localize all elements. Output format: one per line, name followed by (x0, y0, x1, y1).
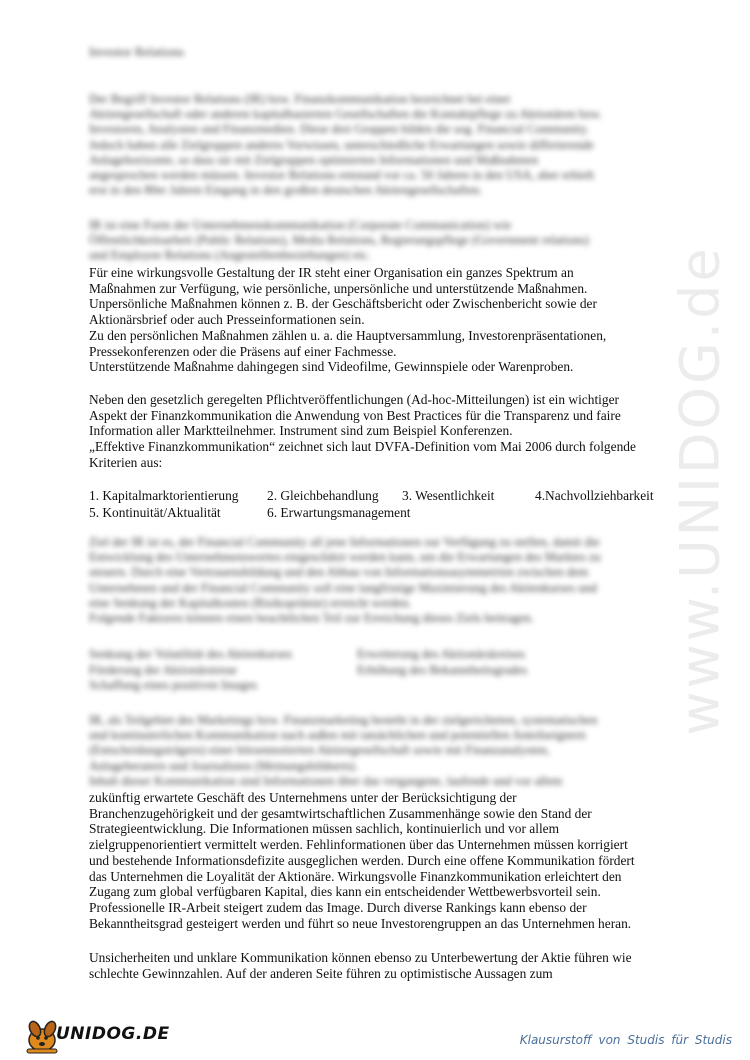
paragraph-communication-content (89, 790, 689, 931)
text-line: Kriterien aus: (89, 454, 163, 470)
text-line: Unternehmen und der Financial Community soll eine langfristige Maximierung des Aktienkurses und (89, 580, 597, 595)
text-line: Aktiengesellschaft oder anderen kapitalbasierten Gesellschaften die Kontaktpflege zu Aktionären bzw. (89, 107, 602, 122)
text-line: Für eine wirkungsvolle Gestaltung der IR steht einer Organisation ein ganzes Spektrum an (89, 265, 574, 280)
blurred-paragraph-goal (89, 535, 664, 626)
paragraph-uncertainty (89, 950, 689, 981)
text-line: Zu den persönlichen Maßnahmen zählen u. a. die Hauptversammlung, Investorenpräsentationen, (89, 327, 607, 343)
text-line: Neben den gesetzlich geregelten Pflichtveröffentlichungen (Ad-hoc-Mitteilungen) ist ein wichtiger (89, 392, 619, 407)
factor-item: Förderung der Aktionärstreue (89, 662, 237, 677)
watermark-text: www.UNIDOG.de (668, 244, 732, 736)
factor-item: Erweiterung des Aktionärskreises (357, 647, 526, 661)
blurred-paragraph-definition (89, 218, 664, 264)
text-line: zielgruppenorientiert vermittelt werden. Fehlinformationen über das Unternehmen müssen korrigiert (89, 837, 628, 853)
text-line: (Entscheidungsträgern) einer börsennotierten Aktiengesellschaft sowie mit Finanzanalysten, (89, 743, 550, 758)
criteria-item: 4.Nachvollziehbarkeit (535, 488, 654, 503)
blurred-paragraph-marketing (89, 713, 664, 789)
text-line: Anlageberatern und Journalisten (Meinungsbildnern). (89, 758, 358, 773)
text-line: Unpersönliche Maßnahmen können z. B. der Geschäftsbericht oder Zwischenbericht sowie der (89, 296, 597, 312)
logo-text: UNIDOG.DE (56, 1024, 170, 1044)
text-line: das Unternehmen die Loyalität der Aktionäre. Wirkungsvolle Finanzkommunikation erleichtert den (89, 868, 622, 884)
factor-item: Erhöhung des Bekanntheitsgrades (357, 662, 528, 677)
text-line: Jedoch haben alle Zielgruppen anderes Vorwissen, unterschiedliche Erwartungen sowie differierende (89, 137, 594, 152)
text-line: Folgende Faktoren können einen beachtlichen Teil zur Erreichung dieses Ziels beitragen. (89, 611, 534, 626)
text-line: Öffentlichkeitsarbeit (Public Relations), Media Relations, Regierungspflege (Government relations) (89, 233, 589, 248)
text-line: Investoren, Analysten und Finanzmedien. Diese drei Gruppen bilden die sog. Financial Community. (89, 122, 590, 137)
text-line: Professionelle IR-Arbeit steigert zudem das Image. Durch diverse Rankings kann ebenso der (89, 899, 587, 915)
text-line: Maßnahmen zur Verfügung, wie persönliche, unpersönliche und unterstützende Maßnahmen. (89, 280, 588, 296)
footer-tagline: Klausurstoff von Studis für Studis (519, 1033, 732, 1047)
section-heading: Investor Relations (89, 44, 184, 59)
text-line: Aspekt der Finanzkommunikation die Anwendung von Best Practices für die Transparenz und faire (89, 407, 621, 423)
text-line: Zugang zum global verfügbaren Kapital, dies kann ein entscheidender Wettbewerbsvorteil sein. (89, 884, 601, 900)
text-line: Strategieentwicklung. Die Informationen müssen sachlich, kontinuierlich und vor allem (89, 821, 560, 837)
unidog-logo (22, 1015, 170, 1055)
text-line: Information aller Marktteilnehmer. Instrument sind zum Beispiel Konferenzen. (89, 423, 513, 439)
text-line: zukünftig erwartete Geschäft des Unternehmens unter der Berücksichtigung der (89, 790, 517, 805)
text-line: und kontinuierlichen Kommunikation nach außen mit tatsächlichen und potentiellen Anteilseignern (89, 728, 586, 743)
criteria-item: 3. Wesentlichkeit (402, 488, 495, 503)
text-line: Anlagehorizonte, so dass sie mit Zielgruppen optimierten Informationen und Maßnahmen (89, 152, 539, 167)
text-line: Bekanntheitsgrad gesteigert werden und führt so neue Investorengruppen an das Unternehmen heran. (89, 915, 632, 931)
criteria-item: 1. Kapitalmarktorientierung (89, 488, 239, 503)
criteria-item: 2. Gleichbehandlung (267, 488, 379, 503)
text-line: Ziel der IR ist es, der Financial Community all jene Informationen zur Verfügung zu stellen, damit die (89, 535, 600, 549)
text-line: erst in den 80er Jahren Eingang in den großen deutschen Aktiengesellschaften. (89, 183, 483, 198)
text-line: Der Begriff Investor Relations (IR) bzw. Finanzkommunikation bezeichnet bei einer (89, 92, 511, 106)
text-line: Unterstützende Maßnahme dahingegen sind Videofilme, Gewinnspiele oder Warenproben. (89, 359, 574, 375)
text-line: angesprochen werden müssen. Investor Relations entstand vor ca. 50 Jahren in den USA, aber erhielt (89, 168, 595, 183)
criteria-item: 6. Erwartungsmanagement (267, 505, 411, 520)
text-line: IR ist eine Form der Unternehmenskommunikation (Corporate Communication) wie (89, 218, 512, 232)
factor-item: Schaffung eines positiven Images (89, 678, 258, 692)
text-line: Pressekonferenzen oder die Präsens auf einer Fachmesse. (89, 343, 397, 359)
text-line: IR, als Teilgebiet des Marketings bzw. Finanzmarketing besteht in der zielgerichteten, systematischen (89, 713, 598, 727)
paragraph-best-practices (89, 392, 689, 471)
text-line: Aktionärsbrief oder auch Presseinformationen sein. (89, 312, 365, 328)
text-line: Entwicklung des Unternehmenswertes eingeschätzt werden kann, um die Erwartungen des Marktes zu (89, 550, 601, 565)
criteria-item: 5. Kontinuität/Aktualität (89, 505, 221, 520)
text-line: Inhalt dieser Kommunikation sind Informationen über das vergangene, laufende und vor allem (89, 773, 563, 788)
blurred-paragraph-intro (89, 92, 664, 198)
text-line: Unsicherheiten und unklare Kommunikation können ebenso zu Unterbewertung der Aktie führen wie (89, 950, 632, 965)
text-line: Branchenzugehörigkeit und der gesamtwirtschaftlichen Zusammenhänge sowie den Stand der (89, 805, 592, 821)
text-line: und bestehende Informationsdefizite ausgeglichen werden. Durch eine offene Kommunikation fördert (89, 852, 635, 868)
text-line: steuern. Durch eine Vertrauensbildung und den Abbau von Informationsasymmetrien zwischen dem (89, 565, 589, 580)
factor-item: Senkung der Volatilität des Aktienkurses (89, 647, 292, 661)
text-line: und Employee Relations (Angestelltenbeziehungen) etc. (89, 248, 371, 263)
text-line: schlechte Gewinnzahlen. Auf der anderen Seite führen zu optimistische Aussagen zum (89, 965, 553, 981)
text-line: eine Senkung der Kapitalkosten (Risikoprämie) erreicht werden. (89, 595, 412, 610)
text-line: „Effektive Finanzkommunikation“ zeichnet sich laut DVFA-Definition vom Mai 2006 durch folgende (89, 439, 636, 455)
paragraph-measures (89, 265, 689, 375)
watermark (660, 240, 740, 740)
